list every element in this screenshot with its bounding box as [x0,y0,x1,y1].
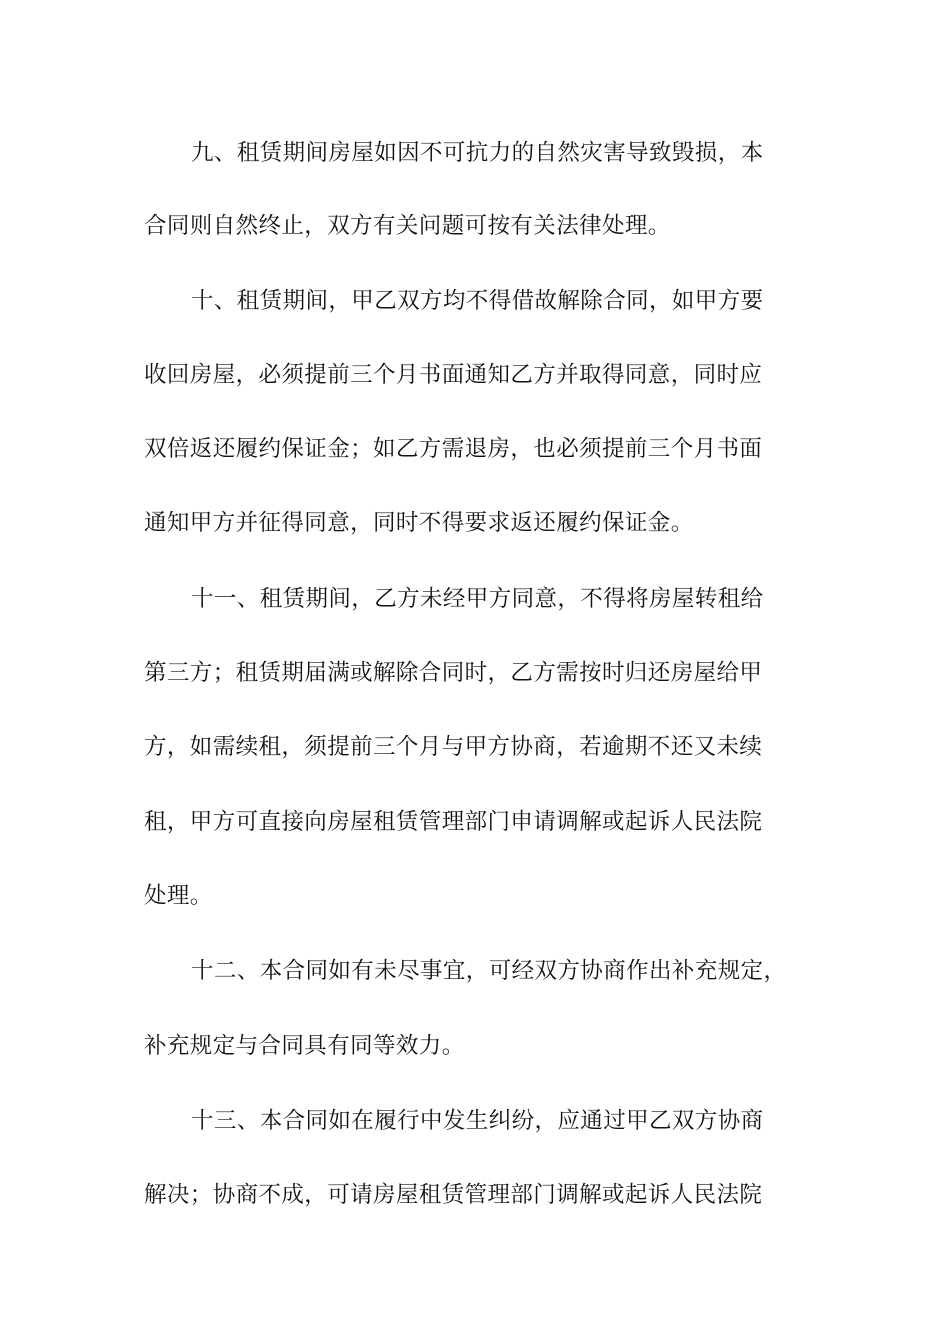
clause-9-line-1: 九、租赁期间房屋如因不可抗力的自然灾害导致毁损，本 [191,140,764,166]
clause-12-line-2: 补充规定与合同具有同等效力。 [144,1033,465,1059]
clause-11-line-3: 方，如需续租，须提前三个月与甲方协商，若逾期不还又未续 [144,734,763,760]
clause-10-line-3: 双倍返还履约保证金；如乙方需退房，也必须提前三个月书面 [144,436,763,462]
clause-10-line-4: 通知甲方并征得同意，同时不得要求返还履约保证金。 [144,510,694,536]
clause-10-line-2: 收回房屋，必须提前三个月书面通知乙方并取得同意，同时应 [144,362,763,388]
clause-13-line-2: 解决；协商不成，可请房屋租赁管理部门调解或起诉人民法院 [144,1182,763,1208]
clause-11-line-2: 第三方；租赁期届满或解除合同时，乙方需按时归还房屋给甲 [144,660,763,686]
clause-10-line-1: 十、租赁期间，甲乙双方均不得借故解除合同，如甲方要 [191,288,764,314]
clause-9-line-2: 合同则自然终止，双方有关问题可按有关法律处理。 [144,213,671,239]
clause-11-line-1: 十一、租赁期间，乙方未经甲方同意，不得将房屋转租给 [191,586,764,612]
clause-11-line-4: 租，甲方可直接向房屋租赁管理部门申请调解或起诉人民法院 [144,809,763,835]
clause-13-line-1: 十三、本合同如在履行中发生纠纷，应通过甲乙双方协商 [191,1108,764,1134]
clause-11-line-5: 处理。 [144,883,213,909]
clause-12-line-1: 十二、本合同如有未尽事宜，可经双方协商作出补充规定， [191,958,787,984]
